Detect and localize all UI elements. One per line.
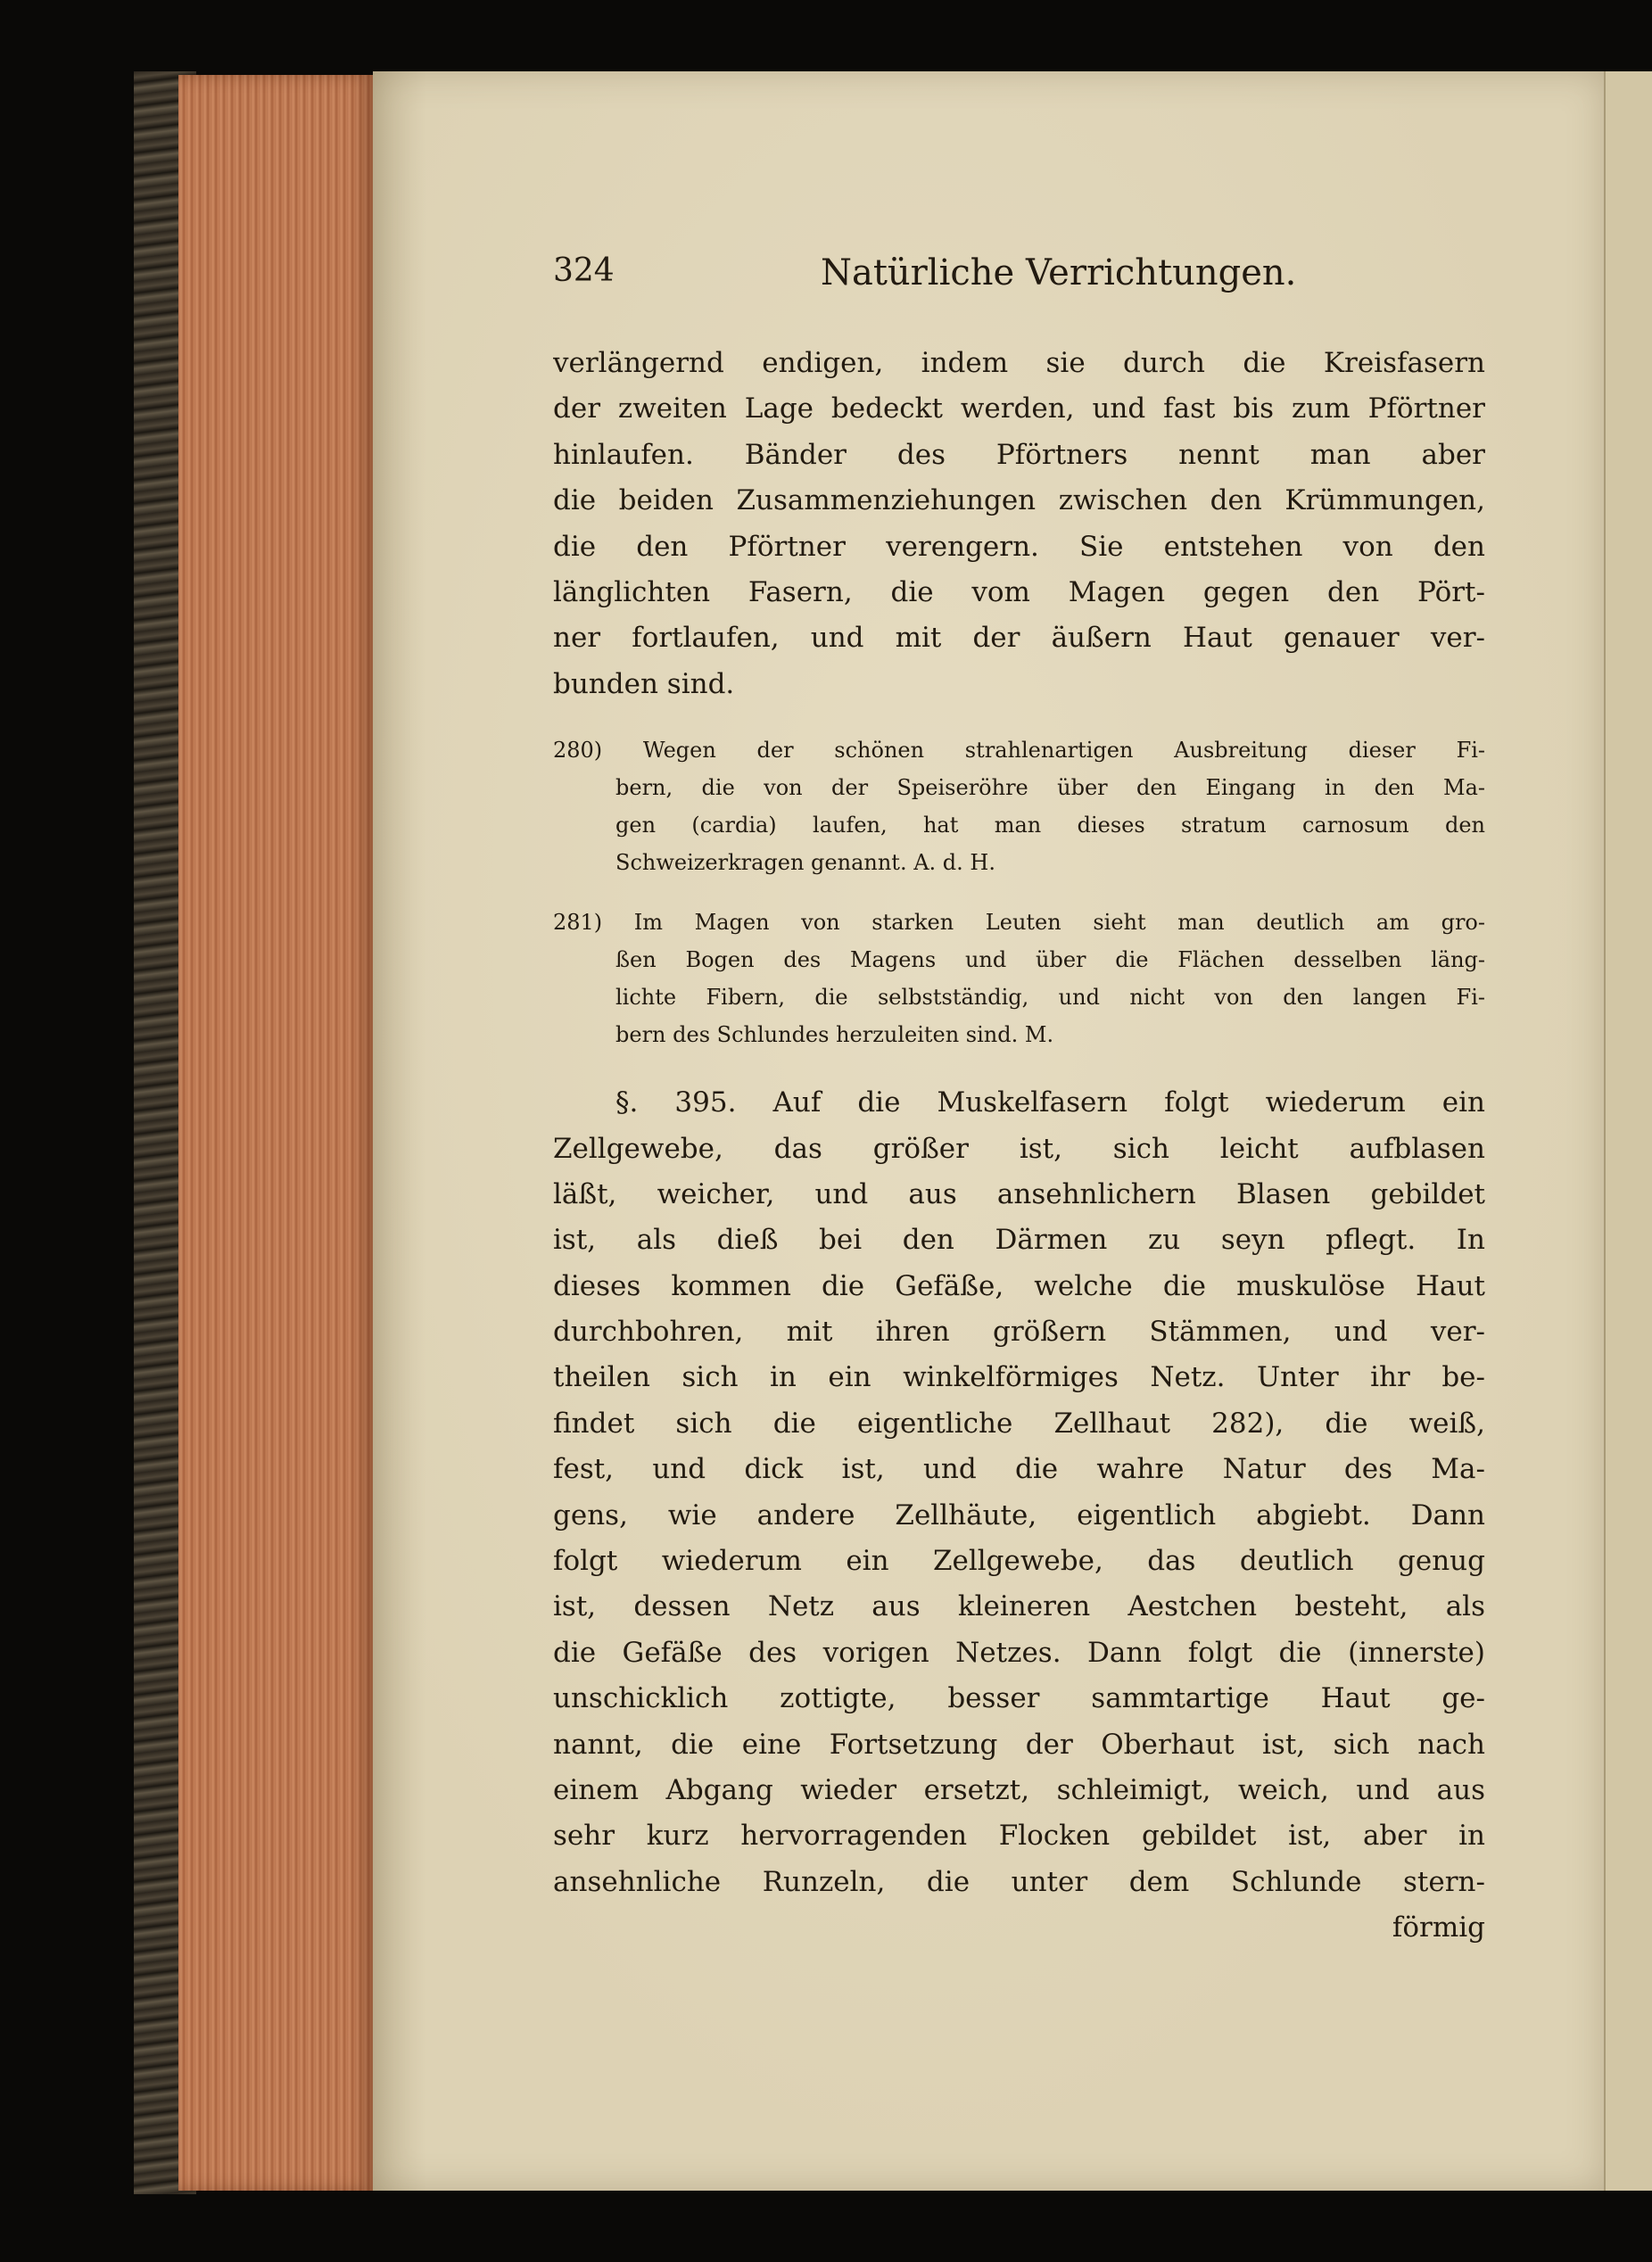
text-line: länglichten Fasern, die vom Magen gegen den Pört- — [553, 575, 1485, 608]
footnote-line: gen (cardia) laufen, hat man dieses stratum carnosum den — [615, 813, 1485, 838]
footnote-281 — [553, 904, 1485, 1053]
text-line: die den Pförtner verengern. Sie entstehen von den — [553, 530, 1485, 563]
footnote-line: lichte Fibern, die selbstständig, und nicht von den langen Fi- — [615, 985, 1485, 1011]
text-line: die Gefäße des vorigen Netzes. Dann folgt die (innerste) — [553, 1636, 1485, 1669]
text-line: läßt, weicher, und aus ansehnlichern Blasen gebildet — [553, 1177, 1485, 1210]
text-line: ist, dessen Netz aus kleineren Aestchen besteht, als — [553, 1590, 1485, 1623]
page-number: 324 — [553, 252, 615, 289]
text-line: findet sich die eigentliche Zellhaut 282), die weiß, — [553, 1407, 1485, 1440]
footnote-line: 280) Wegen der schönen strahlenartigen Ausbreitung dieser Fi- — [553, 738, 1485, 764]
text-line: §. 395. Auf die Muskelfasern folgt wiederum ein — [615, 1086, 1485, 1119]
catchword: förmig — [1392, 1911, 1485, 1944]
text-line: einem Abgang wieder ersetzt, schleimigt, weich, und aus — [553, 1773, 1485, 1806]
text-line: ansehnliche Runzeln, die unter dem Schlunde stern- — [553, 1865, 1485, 1898]
footnote-280 — [553, 731, 1485, 881]
spacer — [553, 707, 1485, 731]
paragraph-continued — [553, 341, 1485, 707]
text-line: verlängernd endigen, indem sie durch die Kreisfasern — [553, 347, 1485, 379]
text-line: theilen sich in ein winkelförmiges Netz. Unter ihr be- — [553, 1361, 1485, 1394]
text-line: die beiden Zusammenziehungen zwischen den Krümmungen, — [553, 484, 1485, 517]
footnote-line: bern, die von der Speiseröhre über den Eingang in den Ma- — [615, 775, 1485, 801]
text-line: folgt wiederum ein Zellgewebe, das deutlich genug — [553, 1545, 1485, 1578]
text-line: Zellgewebe, das größer ist, sich leicht aufblasen — [553, 1132, 1485, 1165]
text-line: gens, wie andere Zellhäute, eigentlich abgiebt. Dann — [553, 1498, 1485, 1531]
text-line: sehr kurz hervorragenden Flocken gebildet ist, aber in — [553, 1820, 1485, 1853]
text-line: der zweiten Lage bedeckt werden, und fast bis zum Pförtner — [553, 392, 1485, 425]
page-header — [553, 252, 1534, 315]
text-line: ist, als dieß bei den Därmen zu seyn pflegt. In — [553, 1224, 1485, 1257]
footnote-line: ßen Bogen des Magens und über die Flächen desselben läng- — [615, 947, 1485, 973]
page-text — [553, 341, 1485, 1952]
paragraph-395 — [553, 1080, 1485, 1951]
facing-page-edge — [1604, 71, 1652, 2191]
page-fore-edge — [178, 75, 375, 2191]
text-line: fest, und dick ist, und die wahre Natur des Ma- — [553, 1453, 1485, 1486]
text-line: ner fortlaufen, und mit der äußern Haut genauer ver- — [553, 622, 1485, 655]
text-line: nannt, die eine Fortsetzung der Oberhaut ist, sich nach — [553, 1728, 1485, 1761]
footnote-line: bern des Schlundes herzuleiten sind. M. — [615, 1022, 1054, 1048]
running-title: Natürliche Verrichtungen. — [821, 252, 1297, 293]
text-line: dieses kommen die Gefäße, welche die muskulöse Haut — [553, 1269, 1485, 1302]
text-line: hinlaufen. Bänder des Pförtners nennt man aber — [553, 438, 1485, 471]
footnote-line: Schweizerkragen genannt. A. d. H. — [615, 850, 995, 876]
footnote-line: 281) Im Magen von starken Leuten sieht man deutlich am gro- — [553, 910, 1485, 936]
text-line: durchbohren, mit ihren größern Stämmen, und ver- — [553, 1316, 1485, 1349]
spacer — [553, 1053, 1485, 1080]
spacer — [553, 881, 1485, 904]
text-line: bunden sind. — [553, 667, 735, 700]
text-line: unschicklich zottigte, besser sammtartige Haut ge- — [553, 1682, 1485, 1715]
